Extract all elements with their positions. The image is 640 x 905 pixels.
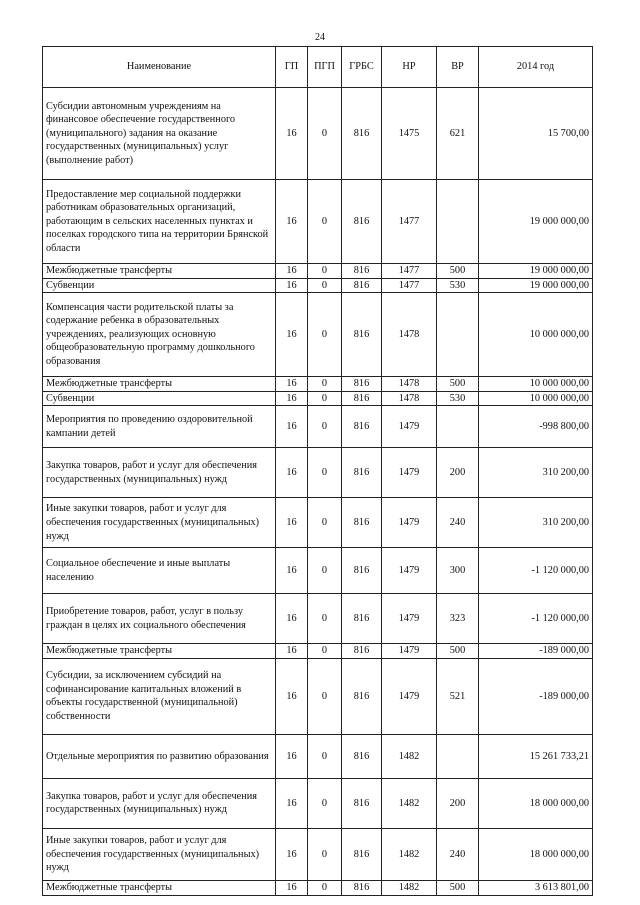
row-vr: 240: [437, 498, 479, 548]
table-row: [43, 377, 593, 392]
row-grbs: 816: [342, 377, 382, 392]
header-amount: 2014 год: [479, 47, 593, 88]
row-amount: -1 120 000,00: [479, 594, 593, 644]
row-nr: 1478: [382, 293, 437, 377]
row-pgp: 0: [308, 278, 342, 293]
table-row: [43, 548, 593, 594]
table-row: [43, 658, 593, 734]
row-gp: 16: [276, 548, 308, 594]
row-grbs: 816: [342, 880, 382, 895]
row-vr: 240: [437, 828, 479, 880]
row-amount: 10 000 000,00: [479, 391, 593, 406]
row-nr: 1482: [382, 880, 437, 895]
row-vr: [437, 406, 479, 448]
row-pgp: 0: [308, 377, 342, 392]
row-pgp: 0: [308, 293, 342, 377]
row-vr: 621: [437, 88, 479, 180]
header-grbs: ГРБС: [342, 47, 382, 88]
row-gp: 16: [276, 377, 308, 392]
row-grbs: 816: [342, 658, 382, 734]
row-name: Закупка товаров, работ и услуг для обеспечения государственных (муниципальных) нужд: [43, 778, 276, 828]
row-name: Межбюджетные трансферты: [43, 644, 276, 659]
row-name: Закупка товаров, работ и услуг для обеспечения государственных (муниципальных) нужд: [43, 448, 276, 498]
row-amount: 18 000 000,00: [479, 778, 593, 828]
row-pgp: 0: [308, 658, 342, 734]
header-nr: НР: [382, 47, 437, 88]
header-name: Наименование: [43, 47, 276, 88]
row-vr: 521: [437, 658, 479, 734]
table-row: [43, 448, 593, 498]
row-grbs: 816: [342, 644, 382, 659]
row-nr: 1477: [382, 180, 437, 264]
row-nr: 1478: [382, 391, 437, 406]
row-vr: 500: [437, 264, 479, 279]
row-name: Субсидии автономным учреждениям на финансовое обеспечение государственного (муниципального) задания на оказание государственных (муниципальных) услуг (выполнение работ): [43, 88, 276, 180]
row-pgp: 0: [308, 391, 342, 406]
row-nr: 1482: [382, 778, 437, 828]
row-pgp: 0: [308, 448, 342, 498]
row-gp: 16: [276, 406, 308, 448]
row-grbs: 816: [342, 406, 382, 448]
table-row: [43, 498, 593, 548]
row-gp: 16: [276, 264, 308, 279]
row-grbs: 816: [342, 448, 382, 498]
header-row: [43, 47, 593, 88]
table-row: [43, 278, 593, 293]
table-row: [43, 734, 593, 778]
row-nr: 1482: [382, 828, 437, 880]
row-pgp: 0: [308, 594, 342, 644]
row-pgp: 0: [308, 88, 342, 180]
row-vr: 200: [437, 778, 479, 828]
row-nr: 1478: [382, 377, 437, 392]
row-vr: 500: [437, 880, 479, 895]
row-amount: 15 261 733,21: [479, 734, 593, 778]
row-amount: 15 700,00: [479, 88, 593, 180]
row-nr: 1475: [382, 88, 437, 180]
row-name: Мероприятия по проведению оздоровительной кампании детей: [43, 406, 276, 448]
row-gp: 16: [276, 778, 308, 828]
table-row: [43, 406, 593, 448]
row-name: Предоставление мер социальной поддержки работникам образовательных организаций, работающим в сельских населенных пунктах и поселках городского типа на территории Брянской области: [43, 180, 276, 264]
row-amount: 310 200,00: [479, 498, 593, 548]
row-name: Межбюджетные трансферты: [43, 880, 276, 895]
row-amount: -998 800,00: [479, 406, 593, 448]
table-row: [43, 293, 593, 377]
row-grbs: 816: [342, 734, 382, 778]
row-name: Иные закупки товаров, работ и услуг для обеспечения государственных (муниципальных) нужд: [43, 498, 276, 548]
row-amount: 19 000 000,00: [479, 180, 593, 264]
row-amount: 10 000 000,00: [479, 293, 593, 377]
row-grbs: 816: [342, 88, 382, 180]
row-gp: 16: [276, 180, 308, 264]
row-pgp: 0: [308, 498, 342, 548]
row-gp: 16: [276, 293, 308, 377]
row-name: Отдельные мероприятия по развитию образования: [43, 734, 276, 778]
table-row: [43, 180, 593, 264]
row-name: Социальное обеспечение и иные выплаты населению: [43, 548, 276, 594]
row-nr: 1482: [382, 734, 437, 778]
row-vr: 500: [437, 644, 479, 659]
header-pgp: ПГП: [308, 47, 342, 88]
row-gp: 16: [276, 448, 308, 498]
row-pgp: 0: [308, 778, 342, 828]
row-pgp: 0: [308, 828, 342, 880]
row-vr: 500: [437, 377, 479, 392]
row-nr: 1479: [382, 658, 437, 734]
row-grbs: 816: [342, 828, 382, 880]
row-pgp: 0: [308, 644, 342, 659]
row-pgp: 0: [308, 406, 342, 448]
row-amount: -189 000,00: [479, 658, 593, 734]
row-name: Компенсация части родительской платы за содержание ребенка в образовательных учреждениях, реализующих основную общеобразовательную программу дошкольного образования: [43, 293, 276, 377]
row-amount: 10 000 000,00: [479, 377, 593, 392]
row-nr: 1477: [382, 264, 437, 279]
row-vr: 300: [437, 548, 479, 594]
row-grbs: 816: [342, 278, 382, 293]
row-grbs: 816: [342, 180, 382, 264]
row-grbs: 816: [342, 594, 382, 644]
row-name: Иные закупки товаров, работ и услуг для обеспечения государственных (муниципальных) нужд: [43, 828, 276, 880]
row-vr: [437, 293, 479, 377]
row-nr: 1479: [382, 498, 437, 548]
row-gp: 16: [276, 594, 308, 644]
row-gp: 16: [276, 658, 308, 734]
row-gp: 16: [276, 734, 308, 778]
row-amount: -1 120 000,00: [479, 548, 593, 594]
row-gp: 16: [276, 828, 308, 880]
row-amount: 310 200,00: [479, 448, 593, 498]
table-row: [43, 391, 593, 406]
header-gp: ГП: [276, 47, 308, 88]
row-nr: 1479: [382, 644, 437, 659]
row-gp: 16: [276, 88, 308, 180]
table-row: [43, 880, 593, 895]
row-vr: 530: [437, 391, 479, 406]
table-row: [43, 778, 593, 828]
row-name: Субвенции: [43, 278, 276, 293]
row-vr: [437, 734, 479, 778]
row-nr: 1479: [382, 448, 437, 498]
table-row: [43, 264, 593, 279]
row-name: Межбюджетные трансферты: [43, 264, 276, 279]
row-grbs: 816: [342, 264, 382, 279]
row-gp: 16: [276, 498, 308, 548]
row-grbs: 816: [342, 391, 382, 406]
row-nr: 1479: [382, 406, 437, 448]
row-pgp: 0: [308, 880, 342, 895]
row-gp: 16: [276, 880, 308, 895]
row-gp: 16: [276, 644, 308, 659]
row-gp: 16: [276, 278, 308, 293]
row-name: Субвенции: [43, 391, 276, 406]
row-grbs: 816: [342, 548, 382, 594]
row-nr: 1477: [382, 278, 437, 293]
row-vr: 323: [437, 594, 479, 644]
row-amount: 18 000 000,00: [479, 828, 593, 880]
row-amount: -189 000,00: [479, 644, 593, 659]
row-name: Субсидии, за исключением субсидий на софинансирование капитальных вложений в объекты государственной (муниципальной) собственности: [43, 658, 276, 734]
table-row: [43, 88, 593, 180]
page-number: 24: [315, 32, 325, 43]
row-pgp: 0: [308, 180, 342, 264]
row-vr: 200: [437, 448, 479, 498]
row-grbs: 816: [342, 293, 382, 377]
row-amount: 19 000 000,00: [479, 278, 593, 293]
row-vr: [437, 180, 479, 264]
row-grbs: 816: [342, 778, 382, 828]
row-nr: 1479: [382, 548, 437, 594]
row-grbs: 816: [342, 498, 382, 548]
row-name: Приобретение товаров, работ, услуг в пользу граждан в целях их социального обеспечения: [43, 594, 276, 644]
row-pgp: 0: [308, 548, 342, 594]
row-gp: 16: [276, 391, 308, 406]
row-name: Межбюджетные трансферты: [43, 377, 276, 392]
row-vr: 530: [437, 278, 479, 293]
row-amount: 3 613 801,00: [479, 880, 593, 895]
row-nr: 1479: [382, 594, 437, 644]
table-row: [43, 594, 593, 644]
table-row: [43, 828, 593, 880]
table-row: [43, 644, 593, 659]
row-pgp: 0: [308, 734, 342, 778]
row-amount: 19 000 000,00: [479, 264, 593, 279]
header-vr: ВР: [437, 47, 479, 88]
budget-table: [42, 46, 593, 896]
row-pgp: 0: [308, 264, 342, 279]
